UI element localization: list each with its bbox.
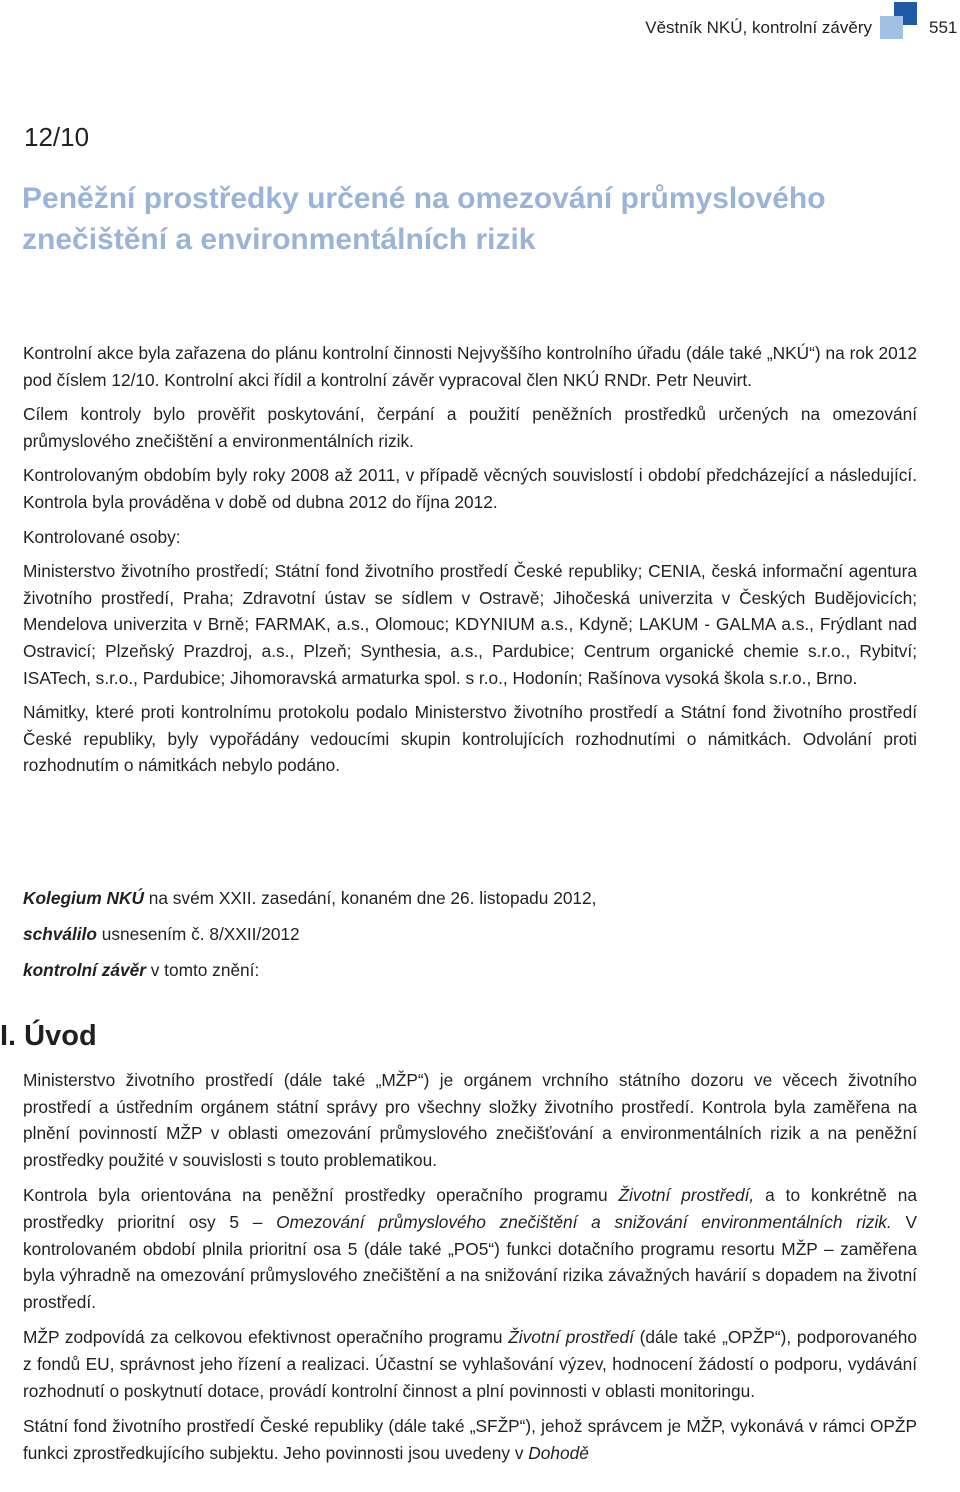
intro-paragraph-2: Cílem kontroly bylo prověřit poskytování, čerpání a použití peněžních prostředků určených na omezování průmyslového znečištění a environmentálních rizik.	[23, 404, 917, 451]
intro-section	[23, 340, 917, 779]
resolution-number: usnesením č. 8/XXII/2012	[96, 924, 300, 944]
page-number: 551	[929, 18, 958, 37]
board-approval	[23, 880, 917, 988]
intro-paragraph-3: Kontrolovaným obdobím byly roky 2008 až 2011, v případě věcných souvislostí i období předcházející a následující. Kontrola byla prováděna v době od dubna 2012 do října 2012.	[23, 465, 917, 512]
intro-paragraph-4: Námitky, které proti kontrolnímu protokolu podalo Ministerstvo životního prostředí a Státní fond životního prostředí České republiky, byly vypořádány vedoucími skupin kontrolujících rozhodnutími o námitkách. Odvolání proti rozhodnutím o námitkách nebylo podáno.	[23, 702, 917, 776]
section-paragraph-4	[23, 1413, 917, 1466]
p3-text-b: (dále také „OPŽP“), podporovaného z fondů EU, správnost jeho řízení a realizaci. Účastní se vyhlašování výzev, hodnocení žádostí o podporu, vydávání rozhodnutí o poskytnutí dotace, provádí kontrolní činnost a plní povinnosti v oblasti monitoringu.	[23, 1327, 918, 1401]
section-paragraph-2	[23, 1182, 917, 1315]
wording-note: v tomto znění:	[145, 960, 260, 980]
section-intro-body	[23, 1067, 917, 1466]
journal-title: Věstník NKÚ, kontrolní závěry	[645, 18, 872, 37]
section-paragraph-1: Ministerstvo životního prostředí (dále také „MŽP“) je orgánem vrchního státního dozoru ve věcech životního prostředí a ústředním orgánem státní správy pro všechny složky životního prostředí. Kontrola byla zaměřena na plnění povinností MŽP v oblasti omezování průmyslového znečišťování a environmentálních rizik a na peněžní prostředky použité v souvislosti s touto problematikou.	[23, 1070, 917, 1170]
section-paragraph-3	[23, 1324, 917, 1404]
p2-italic-program: Životní prostředí,	[618, 1185, 755, 1206]
controlled-persons-label: Kontrolované osoby:	[23, 526, 181, 547]
p2-text-c: V kontrolovaném období plnila prioritní osa 5 (dále také „PO5“) funkci dotačního programu resortu MŽP – zaměřena byla výhradně na omezování průmyslového znečištění a na snižování rizika závažných havárií s dopadem na životní prostředí.	[23, 1211, 918, 1312]
document-code: 12/10	[24, 122, 90, 152]
document-title: Peněžní prostředky určené na omezování průmyslového znečištění a environmentálních rizik	[22, 182, 826, 256]
p4-text-a: Státní fond životního prostředí České republiky (dále také „SFŽP“), jehož správcem je MŽP, vykonává v rámci OPŽP funkci zprostředkujícího subjektu. Jeho povinnosti jsou uvedeny v	[23, 1416, 917, 1463]
p2-text-a: Kontrola byla orientována na peněžní prostředky operačního programu	[23, 1185, 619, 1206]
board-name: Kolegium NKÚ	[23, 888, 144, 908]
conclusion-label: kontrolní závěr	[23, 960, 146, 980]
board-line-1	[23, 880, 917, 916]
board-line-2	[23, 916, 917, 952]
p3-text-a: MŽP zodpovídá za celkovou efektivnost operačního programu	[23, 1327, 509, 1348]
intro-paragraph-1: Kontrolní akce byla zařazena do plánu kontrolní činnosti Nejvyššího kontrolního úřadu (dále také „NKÚ“) na rok 2012 pod číslem 12/10. Kontrolní akci řídil a kontrolní závěr vypracoval člen NKÚ RNDr. Petr Neuvirt.	[23, 343, 917, 390]
approved-label: schválilo	[23, 924, 97, 944]
logo-square-light	[880, 16, 903, 39]
p3-italic-program: Životní prostředí	[508, 1327, 634, 1348]
p2-text-b: a to konkrétně na prostředky prioritní osy 5 –	[23, 1185, 917, 1232]
section-heading-intro: I. Úvod	[0, 1020, 97, 1052]
board-session: na svém XXII. zasedání, konaném dne 26. listopadu 2012,	[143, 888, 597, 908]
p2-italic-axis: Omezování průmyslového znečištění a snižování environmentálních rizik.	[276, 1211, 892, 1232]
board-line-3	[23, 952, 917, 988]
p4-italic-agreement: Dohodě	[528, 1442, 589, 1463]
nku-logo-icon	[880, 2, 920, 42]
controlled-persons-list: Ministerstvo životního prostředí; Státní fond životního prostředí České republiky; CENIA, česká informační agentura životního prostředí, Praha; Zdravotní ústav se sídlem v Ostravě; Jihočeská univerzita v Českých Budějovicích; Mendelova univerzita v Brně; FARMAK, a.s., Olomouc; KDYNIUM a.s., Kdyně; LAKUM - GALMA a.s., Frýdlant nad Ostravicí; Plzeňský Prazdroj, a.s., Plzeň; Synthesia, a.s., Pardubice; Centrum organické chemie s.r.o., Rybitví; ISATech, s.r.o., Pardubice; Jihomoravská armaturka spol. s r.o., Hodonín; Rašínova vysoká škola s.r.o., Brno.	[23, 561, 917, 688]
